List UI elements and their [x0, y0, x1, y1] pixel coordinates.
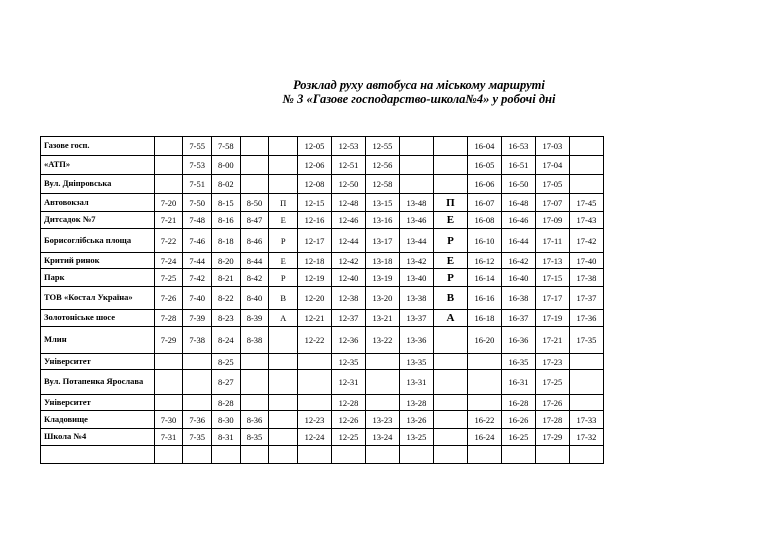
table-row: [41, 327, 604, 354]
stop-name-cell: Парк: [41, 269, 155, 287]
time-cell: 8-20: [212, 253, 241, 269]
break-label-cell: Р: [433, 229, 467, 253]
break-label-cell: [433, 175, 467, 194]
time-cell: 12-36: [332, 327, 366, 354]
stop-name-cell: Кладовище: [41, 411, 155, 429]
break-label-cell: [433, 327, 467, 354]
stop-name-cell: Дитсадок №7: [41, 212, 155, 229]
time-cell: 13-18: [365, 253, 399, 269]
table-row: [41, 194, 604, 212]
title-line-1: Розклад руху автобуса на міському маршруті: [293, 78, 545, 92]
time-cell: 12-18: [298, 253, 332, 269]
time-cell: 13-15: [365, 194, 399, 212]
break-label-cell: П: [433, 194, 467, 212]
time-cell: 12-16: [298, 212, 332, 229]
time-cell: [399, 446, 433, 464]
time-cell: 17-23: [535, 354, 569, 370]
time-cell: 16-31: [501, 370, 535, 395]
time-cell: 8-39: [240, 310, 269, 327]
time-cell: 13-25: [399, 429, 433, 446]
stop-name-cell: Університет: [41, 395, 155, 411]
time-cell: 12-48: [332, 194, 366, 212]
time-cell: 12-35: [332, 354, 366, 370]
title-line-2: № 3 «Газове господарство-школа№4» у робочі дні: [282, 92, 556, 106]
break-label-cell: [269, 327, 298, 354]
time-cell: [569, 370, 603, 395]
time-cell: 12-20: [298, 287, 332, 310]
time-cell: [467, 446, 501, 464]
break-label-cell: В: [433, 287, 467, 310]
stop-name-cell: Борисоглібська площа: [41, 229, 155, 253]
time-cell: 8-16: [212, 212, 241, 229]
table-row: [41, 287, 604, 310]
time-cell: 13-23: [365, 411, 399, 429]
time-cell: 16-28: [501, 395, 535, 411]
time-cell: 12-22: [298, 327, 332, 354]
time-cell: 16-22: [467, 411, 501, 429]
time-cell: 16-53: [501, 137, 535, 156]
break-label-cell: [433, 156, 467, 175]
time-cell: [569, 395, 603, 411]
time-cell: 16-08: [467, 212, 501, 229]
break-label-cell: [269, 446, 298, 464]
break-label-cell: А: [269, 310, 298, 327]
time-cell: 12-50: [332, 175, 366, 194]
time-cell: 16-06: [467, 175, 501, 194]
time-cell: 7-39: [183, 310, 212, 327]
time-cell: [569, 156, 603, 175]
break-label-cell: [269, 156, 298, 175]
time-cell: 12-05: [298, 137, 332, 156]
time-cell: 12-58: [365, 175, 399, 194]
time-cell: 16-18: [467, 310, 501, 327]
time-cell: 13-35: [399, 354, 433, 370]
time-cell: 12-25: [332, 429, 366, 446]
time-cell: 7-50: [183, 194, 212, 212]
time-cell: 13-17: [365, 229, 399, 253]
time-cell: 17-05: [535, 175, 569, 194]
time-cell: 7-25: [154, 269, 183, 287]
time-cell: 8-36: [240, 411, 269, 429]
break-label-cell: Е: [269, 212, 298, 229]
time-cell: [154, 370, 183, 395]
time-cell: 7-28: [154, 310, 183, 327]
break-label-cell: [269, 395, 298, 411]
time-cell: 13-44: [399, 229, 433, 253]
time-cell: 8-21: [212, 269, 241, 287]
time-cell: [183, 395, 212, 411]
time-cell: 7-21: [154, 212, 183, 229]
stop-name-cell: Вул. Потапенка Ярослава: [41, 370, 155, 395]
time-cell: [298, 370, 332, 395]
time-cell: 16-35: [501, 354, 535, 370]
time-cell: 17-40: [569, 253, 603, 269]
time-cell: 12-06: [298, 156, 332, 175]
time-cell: 7-48: [183, 212, 212, 229]
time-cell: 12-56: [365, 156, 399, 175]
time-cell: 16-16: [467, 287, 501, 310]
time-cell: [154, 395, 183, 411]
time-cell: 8-18: [212, 229, 241, 253]
time-cell: 16-46: [501, 212, 535, 229]
time-cell: 16-20: [467, 327, 501, 354]
break-label-cell: Е: [433, 212, 467, 229]
time-cell: 17-43: [569, 212, 603, 229]
time-cell: 7-36: [183, 411, 212, 429]
break-label-cell: [433, 395, 467, 411]
time-cell: 12-19: [298, 269, 332, 287]
stop-name-cell: Школа №4: [41, 429, 155, 446]
break-label-cell: [269, 137, 298, 156]
stop-name-cell: Золотоніське шосе: [41, 310, 155, 327]
time-cell: 13-28: [399, 395, 433, 411]
table-row: [41, 253, 604, 269]
time-cell: [183, 354, 212, 370]
stop-name-cell: Вул. Дніпровська: [41, 175, 155, 194]
time-cell: [298, 446, 332, 464]
stop-name-cell: Газове госп.: [41, 137, 155, 156]
time-cell: 8-31: [212, 429, 241, 446]
time-cell: 17-42: [569, 229, 603, 253]
schedule-table: [40, 136, 604, 464]
time-cell: [154, 137, 183, 156]
break-label-cell: [269, 370, 298, 395]
time-cell: [365, 395, 399, 411]
time-cell: [569, 137, 603, 156]
time-cell: 12-46: [332, 212, 366, 229]
stop-name-cell: Млин: [41, 327, 155, 354]
break-label-cell: Р: [269, 269, 298, 287]
time-cell: [212, 446, 241, 464]
time-cell: [154, 354, 183, 370]
time-cell: 17-35: [569, 327, 603, 354]
time-cell: [467, 395, 501, 411]
table-row: [41, 310, 604, 327]
time-cell: 13-38: [399, 287, 433, 310]
time-cell: 17-33: [569, 411, 603, 429]
time-cell: 13-37: [399, 310, 433, 327]
time-cell: 7-30: [154, 411, 183, 429]
time-cell: 13-20: [365, 287, 399, 310]
time-cell: [240, 354, 269, 370]
time-cell: 8-46: [240, 229, 269, 253]
time-cell: 13-46: [399, 212, 433, 229]
time-cell: 17-11: [535, 229, 569, 253]
time-cell: 12-37: [332, 310, 366, 327]
time-cell: [154, 175, 183, 194]
time-cell: [365, 370, 399, 395]
time-cell: 7-22: [154, 229, 183, 253]
time-cell: 7-44: [183, 253, 212, 269]
time-cell: 12-24: [298, 429, 332, 446]
time-cell: 17-38: [569, 269, 603, 287]
time-cell: 12-08: [298, 175, 332, 194]
time-cell: 13-48: [399, 194, 433, 212]
time-cell: 12-44: [332, 229, 366, 253]
time-cell: 8-35: [240, 429, 269, 446]
time-cell: [154, 156, 183, 175]
time-cell: 13-22: [365, 327, 399, 354]
stop-name-cell: Критий ринок: [41, 253, 155, 269]
time-cell: 12-42: [332, 253, 366, 269]
time-cell: [399, 175, 433, 194]
time-cell: 13-19: [365, 269, 399, 287]
time-cell: 16-10: [467, 229, 501, 253]
time-cell: 12-55: [365, 137, 399, 156]
time-cell: 12-38: [332, 287, 366, 310]
stop-name-cell: «АТП»: [41, 156, 155, 175]
time-cell: 17-29: [535, 429, 569, 446]
time-cell: 17-28: [535, 411, 569, 429]
time-cell: [298, 354, 332, 370]
table-row: [41, 156, 604, 175]
time-cell: 8-42: [240, 269, 269, 287]
time-cell: 16-07: [467, 194, 501, 212]
time-cell: [535, 446, 569, 464]
time-cell: 16-44: [501, 229, 535, 253]
break-label-cell: Е: [269, 253, 298, 269]
break-label-cell: Р: [433, 269, 467, 287]
time-cell: 16-12: [467, 253, 501, 269]
stop-name-cell: Університет: [41, 354, 155, 370]
time-cell: 7-38: [183, 327, 212, 354]
time-cell: 8-00: [212, 156, 241, 175]
time-cell: 17-03: [535, 137, 569, 156]
time-cell: 12-28: [332, 395, 366, 411]
time-cell: [467, 370, 501, 395]
time-cell: 16-04: [467, 137, 501, 156]
break-label-cell: [433, 354, 467, 370]
time-cell: 8-02: [212, 175, 241, 194]
time-cell: 13-31: [399, 370, 433, 395]
break-label-cell: П: [269, 194, 298, 212]
time-cell: 17-15: [535, 269, 569, 287]
time-cell: 17-04: [535, 156, 569, 175]
time-cell: 12-51: [332, 156, 366, 175]
time-cell: 16-38: [501, 287, 535, 310]
time-cell: 17-07: [535, 194, 569, 212]
table-row: [41, 370, 604, 395]
table-row: [41, 429, 604, 446]
time-cell: 7-24: [154, 253, 183, 269]
time-cell: 8-27: [212, 370, 241, 395]
time-cell: [183, 446, 212, 464]
schedule-title: [0, 78, 768, 106]
time-cell: 13-21: [365, 310, 399, 327]
table-row: [41, 395, 604, 411]
time-cell: 13-40: [399, 269, 433, 287]
table-row: [41, 446, 604, 464]
time-cell: 7-46: [183, 229, 212, 253]
stop-name-cell: [41, 446, 155, 464]
time-cell: [399, 137, 433, 156]
time-cell: 7-53: [183, 156, 212, 175]
time-cell: 17-25: [535, 370, 569, 395]
time-cell: 16-48: [501, 194, 535, 212]
time-cell: 13-24: [365, 429, 399, 446]
time-cell: 12-23: [298, 411, 332, 429]
time-cell: 12-40: [332, 269, 366, 287]
time-cell: [365, 446, 399, 464]
time-cell: 17-21: [535, 327, 569, 354]
time-cell: 8-28: [212, 395, 241, 411]
time-cell: 12-17: [298, 229, 332, 253]
time-cell: 8-24: [212, 327, 241, 354]
time-cell: 13-16: [365, 212, 399, 229]
time-cell: 13-42: [399, 253, 433, 269]
time-cell: 16-51: [501, 156, 535, 175]
break-label-cell: [269, 354, 298, 370]
break-label-cell: Е: [433, 253, 467, 269]
time-cell: 17-37: [569, 287, 603, 310]
time-cell: [569, 354, 603, 370]
break-label-cell: [433, 429, 467, 446]
time-cell: 17-17: [535, 287, 569, 310]
time-cell: 13-26: [399, 411, 433, 429]
table-row: [41, 411, 604, 429]
table-row: [41, 229, 604, 253]
time-cell: 12-31: [332, 370, 366, 395]
time-cell: [298, 395, 332, 411]
time-cell: 7-26: [154, 287, 183, 310]
time-cell: 17-26: [535, 395, 569, 411]
break-label-cell: В: [269, 287, 298, 310]
time-cell: 7-29: [154, 327, 183, 354]
time-cell: [501, 446, 535, 464]
time-cell: 8-23: [212, 310, 241, 327]
time-cell: 13-36: [399, 327, 433, 354]
time-cell: 8-15: [212, 194, 241, 212]
time-cell: 16-42: [501, 253, 535, 269]
time-cell: 8-22: [212, 287, 241, 310]
table-row: [41, 175, 604, 194]
break-label-cell: [269, 411, 298, 429]
time-cell: [569, 175, 603, 194]
time-cell: 12-26: [332, 411, 366, 429]
time-cell: 7-55: [183, 137, 212, 156]
time-cell: 7-40: [183, 287, 212, 310]
break-label-cell: Р: [269, 229, 298, 253]
time-cell: 12-15: [298, 194, 332, 212]
time-cell: [240, 395, 269, 411]
time-cell: 7-35: [183, 429, 212, 446]
break-label-cell: А: [433, 310, 467, 327]
time-cell: [240, 175, 269, 194]
time-cell: [240, 156, 269, 175]
time-cell: 16-36: [501, 327, 535, 354]
break-label-cell: [433, 411, 467, 429]
time-cell: [569, 446, 603, 464]
break-label-cell: [433, 137, 467, 156]
time-cell: 12-53: [332, 137, 366, 156]
time-cell: [154, 446, 183, 464]
time-cell: 7-31: [154, 429, 183, 446]
time-cell: [365, 354, 399, 370]
time-cell: [399, 156, 433, 175]
time-cell: 16-40: [501, 269, 535, 287]
time-cell: 8-40: [240, 287, 269, 310]
stop-name-cell: Автовокзал: [41, 194, 155, 212]
time-cell: 17-19: [535, 310, 569, 327]
time-cell: 7-58: [212, 137, 241, 156]
time-cell: 16-14: [467, 269, 501, 287]
table-row: [41, 269, 604, 287]
break-label-cell: [269, 429, 298, 446]
stop-name-cell: ТОВ «Костал Україна»: [41, 287, 155, 310]
table-row: [41, 212, 604, 229]
time-cell: 8-44: [240, 253, 269, 269]
time-cell: 16-26: [501, 411, 535, 429]
time-cell: 8-38: [240, 327, 269, 354]
break-label-cell: [269, 175, 298, 194]
time-cell: [240, 370, 269, 395]
time-cell: [183, 370, 212, 395]
time-cell: [240, 446, 269, 464]
time-cell: [332, 446, 366, 464]
time-cell: 7-51: [183, 175, 212, 194]
time-cell: 17-36: [569, 310, 603, 327]
break-label-cell: [433, 446, 467, 464]
time-cell: 12-21: [298, 310, 332, 327]
time-cell: 17-32: [569, 429, 603, 446]
time-cell: 17-09: [535, 212, 569, 229]
time-cell: 8-50: [240, 194, 269, 212]
table-row: [41, 354, 604, 370]
time-cell: [467, 354, 501, 370]
time-cell: 7-20: [154, 194, 183, 212]
time-cell: 8-30: [212, 411, 241, 429]
time-cell: 17-45: [569, 194, 603, 212]
time-cell: 16-25: [501, 429, 535, 446]
time-cell: 16-37: [501, 310, 535, 327]
time-cell: [240, 137, 269, 156]
time-cell: 16-50: [501, 175, 535, 194]
time-cell: 7-42: [183, 269, 212, 287]
time-cell: 16-24: [467, 429, 501, 446]
time-cell: 8-25: [212, 354, 241, 370]
time-cell: 8-47: [240, 212, 269, 229]
break-label-cell: [433, 370, 467, 395]
time-cell: 16-05: [467, 156, 501, 175]
table-row: [41, 137, 604, 156]
time-cell: 17-13: [535, 253, 569, 269]
